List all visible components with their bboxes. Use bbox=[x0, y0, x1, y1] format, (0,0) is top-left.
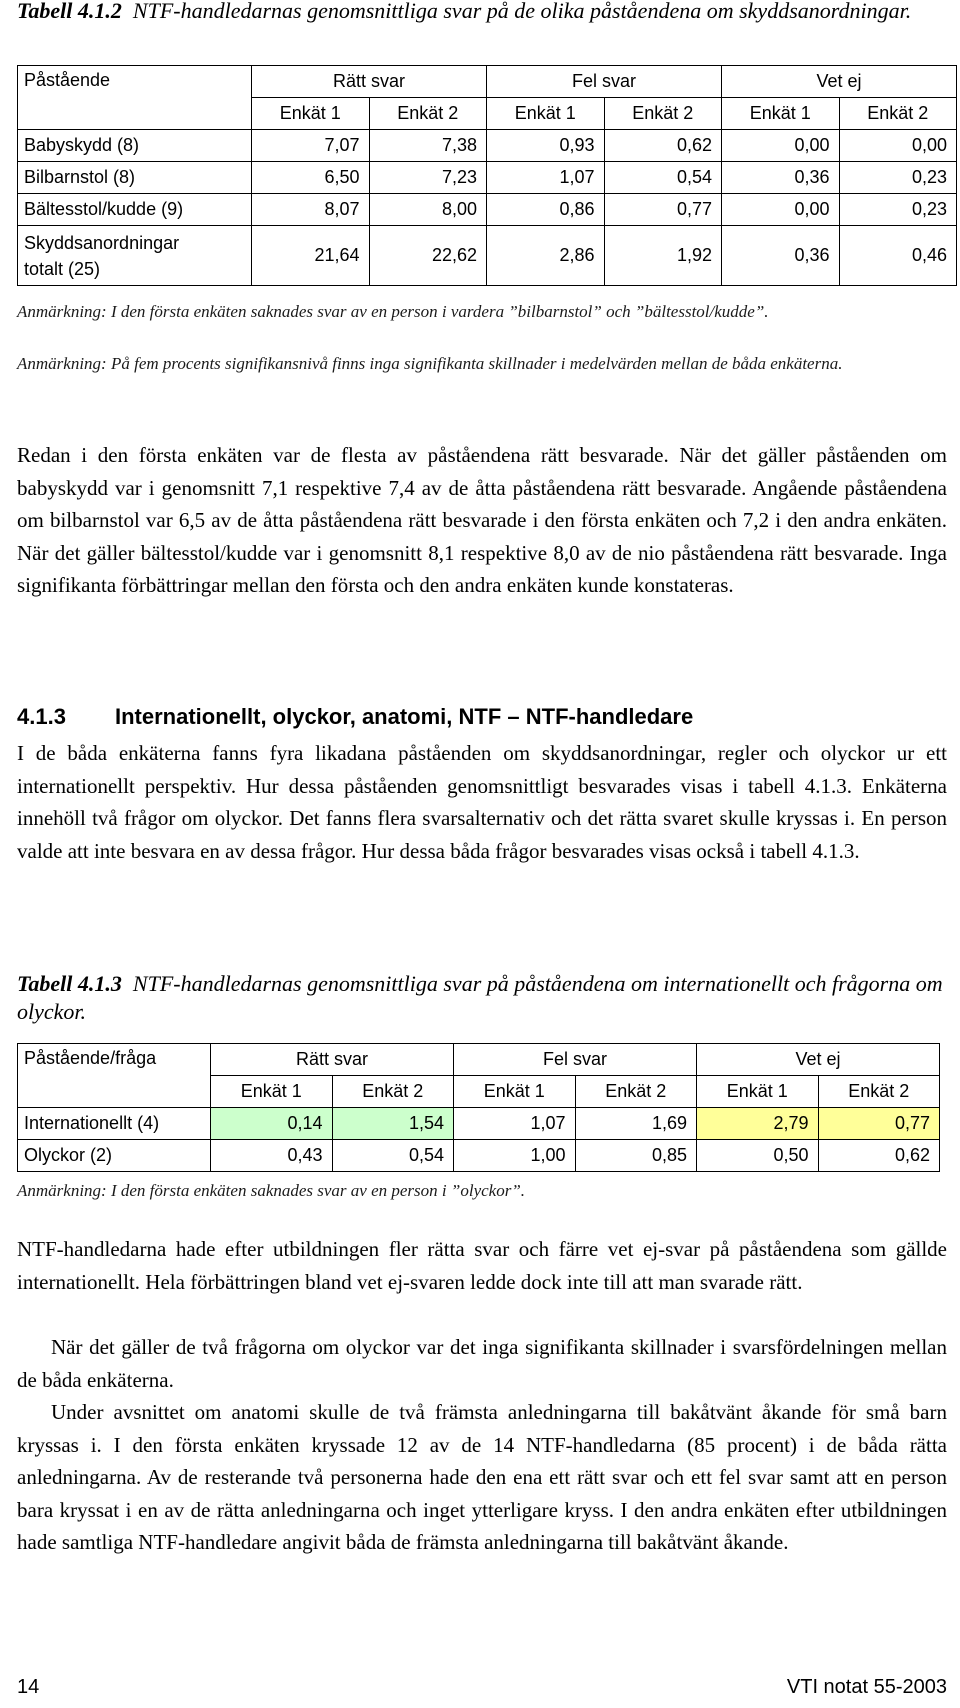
subheader-cell: Enkät 2 bbox=[575, 1076, 697, 1108]
table-cell-highlighted: 1,54 bbox=[332, 1108, 454, 1140]
table-cell: 0,85 bbox=[575, 1140, 697, 1172]
header-cell: Påstående bbox=[18, 66, 252, 130]
subheader-cell: Enkät 1 bbox=[697, 1076, 819, 1108]
table-cell: 0,00 bbox=[839, 130, 957, 162]
subheader-cell: Enkät 2 bbox=[604, 98, 722, 130]
table-caption bbox=[17, 0, 947, 25]
section-heading bbox=[17, 703, 693, 731]
table-cell: 22,62 bbox=[369, 226, 487, 286]
subheader-cell: Enkät 1 bbox=[487, 98, 605, 130]
table-row bbox=[18, 1108, 940, 1140]
table-cell: 0,93 bbox=[487, 130, 605, 162]
table-cell: 0,36 bbox=[722, 162, 840, 194]
table-cell: 6,50 bbox=[252, 162, 370, 194]
body-paragraph: NTF-handledarna hade efter utbildningen fler rätta svar och färre vet ej-svar på påståendena som gällde internationellt. Hela förbättringen bland vet ej-svaren ledde dock inte till att man svarade rätt. bbox=[17, 1237, 947, 1294]
page-footer bbox=[17, 1674, 947, 1700]
table-row bbox=[18, 130, 957, 162]
table-cell: 1,07 bbox=[487, 162, 605, 194]
table-cell: 1,92 bbox=[604, 226, 722, 286]
table-cell: 0,86 bbox=[487, 194, 605, 226]
table-cell: 0,54 bbox=[604, 162, 722, 194]
table-note: Anmärkning: På fem procents signifikansnivå finns inga signifikanta skillnader i medelvärden mellan de båda enkäterna. bbox=[17, 354, 843, 373]
table-row bbox=[18, 1140, 940, 1172]
table-caption-text: NTF-handledarnas genomsnittliga svar på de olika påståendena om skyddsanordningar. bbox=[132, 0, 912, 23]
table-total-row bbox=[18, 226, 957, 286]
subheader-cell: Enkät 2 bbox=[839, 98, 957, 130]
subheader-cell: Enkät 1 bbox=[722, 98, 840, 130]
table-note: Anmärkning: I den första enkäten saknades svar av en person i ”olyckor”. bbox=[17, 1181, 526, 1200]
table-row bbox=[18, 194, 957, 226]
table-row bbox=[18, 162, 957, 194]
table-header-row bbox=[18, 66, 957, 98]
table-caption-label: Tabell 4.1.2 bbox=[17, 0, 122, 23]
row-label: Olyckor (2) bbox=[18, 1140, 211, 1172]
row-label-line: totalt (25) bbox=[24, 258, 101, 279]
body-paragraph: I de båda enkäterna fanns fyra likadana påståenden om skyddsanordningar, regler och olyckor ur ett internationellt perspektiv. Hur dessa påståenden genomsnittligt besvarades visas i tabell 4.1.3. Enkäterna innehöll två frågor om olyckor. Det fanns flera svarsalternativ och det rätta svaret skulle kryssas i. En person valde att inte besvara en av dessa frågor. Hur dessa båda frågor besvarades visas också i tabell 4.1.3. bbox=[17, 741, 947, 863]
body-paragraph: När det gäller de två frågorna om olyckor var det inga signifikanta skillnader i svarsfördelningen mellan de båda enkäterna. bbox=[17, 1335, 947, 1392]
table-cell: 0,23 bbox=[839, 194, 957, 226]
table-cell: 2,86 bbox=[487, 226, 605, 286]
table-cell: 0,46 bbox=[839, 226, 957, 286]
header-cell: Rätt svar bbox=[252, 66, 487, 98]
table-cell: 1,69 bbox=[575, 1108, 697, 1140]
table-cell: 0,43 bbox=[211, 1140, 333, 1172]
table-cell-highlighted: 0,77 bbox=[818, 1108, 940, 1140]
table-cell: 0,62 bbox=[818, 1140, 940, 1172]
table-cell: 0,62 bbox=[604, 130, 722, 162]
header-cell: Vet ej bbox=[722, 66, 957, 98]
row-label bbox=[18, 226, 252, 286]
header-cell: Rätt svar bbox=[211, 1044, 454, 1076]
skyddsanordningar-table bbox=[17, 65, 957, 286]
table-caption-label: Tabell 4.1.3 bbox=[17, 971, 122, 996]
page-number: 14 bbox=[17, 1676, 40, 1698]
table-cell: 0,54 bbox=[332, 1140, 454, 1172]
table-cell: 1,07 bbox=[454, 1108, 576, 1140]
table-cell-highlighted: 0,14 bbox=[211, 1108, 333, 1140]
publication-id: VTI notat 55-2003 bbox=[786, 1676, 947, 1698]
table-cell: 8,00 bbox=[369, 194, 487, 226]
table-cell: 0,00 bbox=[722, 194, 840, 226]
subheader-cell: Enkät 1 bbox=[454, 1076, 576, 1108]
subheader-cell: Enkät 2 bbox=[332, 1076, 454, 1108]
table-cell: 0,23 bbox=[839, 162, 957, 194]
row-label: Babyskydd (8) bbox=[18, 130, 252, 162]
table-cell: 0,00 bbox=[722, 130, 840, 162]
table-cell-highlighted: 2,79 bbox=[697, 1108, 819, 1140]
subheader-cell: Enkät 1 bbox=[252, 98, 370, 130]
body-paragraph: Redan i den första enkäten var de flesta av påståendena rätt besvarade. När det gäller påståenden om babyskydd var i genomsnitt 7,1 respektive 7,4 av de åtta påståendena rätt besvarade. Angående påståendena om bilbarnstol var 6,5 av de åtta påståendena rätt besvarade i den första enkäten och 7,2 i den andra enkäten. När det gäller bältesstol/kudde var i genomsnitt 8,1 respektive 8,0 av de nio påståendena rätt besvarade. Inga signifikanta förbättringar mellan den första och den andra enkäten kunde konstateras. bbox=[17, 443, 947, 597]
body-paragraph: Under avsnittet om anatomi skulle de två främsta anledningarna till bakåtvänt åkande för små barn kryssas i. I den första enkäten kryssade 12 av de 14 NTF-handledarna (85 procent) i de båda rätta anledningarna. Av de resterande två personerna hade den ena ett rätt svar och ett fel svar samt att en person bara kryssat i en av de rätta anledningarna och inget ytterligare kryss. I den andra enkäten efter utbildningen hade samtliga NTF-handledare angivit båda de främsta anledningarna till bakåtvänt åkande. bbox=[17, 1400, 947, 1554]
table-caption bbox=[17, 970, 947, 1026]
header-cell: Vet ej bbox=[697, 1044, 940, 1076]
subheader-cell: Enkät 2 bbox=[369, 98, 487, 130]
table-header-row bbox=[18, 1044, 940, 1076]
table-cell: 0,77 bbox=[604, 194, 722, 226]
table-cell: 7,38 bbox=[369, 130, 487, 162]
table-cell: 8,07 bbox=[252, 194, 370, 226]
table-cell: 0,36 bbox=[722, 226, 840, 286]
row-label: Internationellt (4) bbox=[18, 1108, 211, 1140]
section-number: 4.1.3 bbox=[17, 704, 66, 729]
section-title: Internationellt, olyckor, anatomi, NTF – NTF-handledare bbox=[115, 704, 694, 729]
header-cell: Fel svar bbox=[454, 1044, 697, 1076]
table-cell: 1,00 bbox=[454, 1140, 576, 1172]
subheader-cell: Enkät 1 bbox=[211, 1076, 333, 1108]
table-cell: 0,50 bbox=[697, 1140, 819, 1172]
table-cell: 21,64 bbox=[252, 226, 370, 286]
header-cell: Påstående/fråga bbox=[18, 1044, 211, 1108]
row-label-line: Skyddsanordningar bbox=[24, 232, 180, 253]
table-cell: 7,23 bbox=[369, 162, 487, 194]
header-cell: Fel svar bbox=[487, 66, 722, 98]
row-label: Bilbarnstol (8) bbox=[18, 162, 252, 194]
table-cell: 7,07 bbox=[252, 130, 370, 162]
row-label: Bältesstol/kudde (9) bbox=[18, 194, 252, 226]
table-note: Anmärkning: I den första enkäten saknades svar av en person i vardera ”bilbarnstol” och ”bältesstol/kudde”. bbox=[17, 302, 769, 321]
table-caption-text: NTF-handledarnas genomsnittliga svar på påståendena om internationellt och frågorna om olyckor. bbox=[17, 971, 943, 1024]
internationellt-table bbox=[17, 1043, 940, 1172]
subheader-cell: Enkät 2 bbox=[818, 1076, 940, 1108]
